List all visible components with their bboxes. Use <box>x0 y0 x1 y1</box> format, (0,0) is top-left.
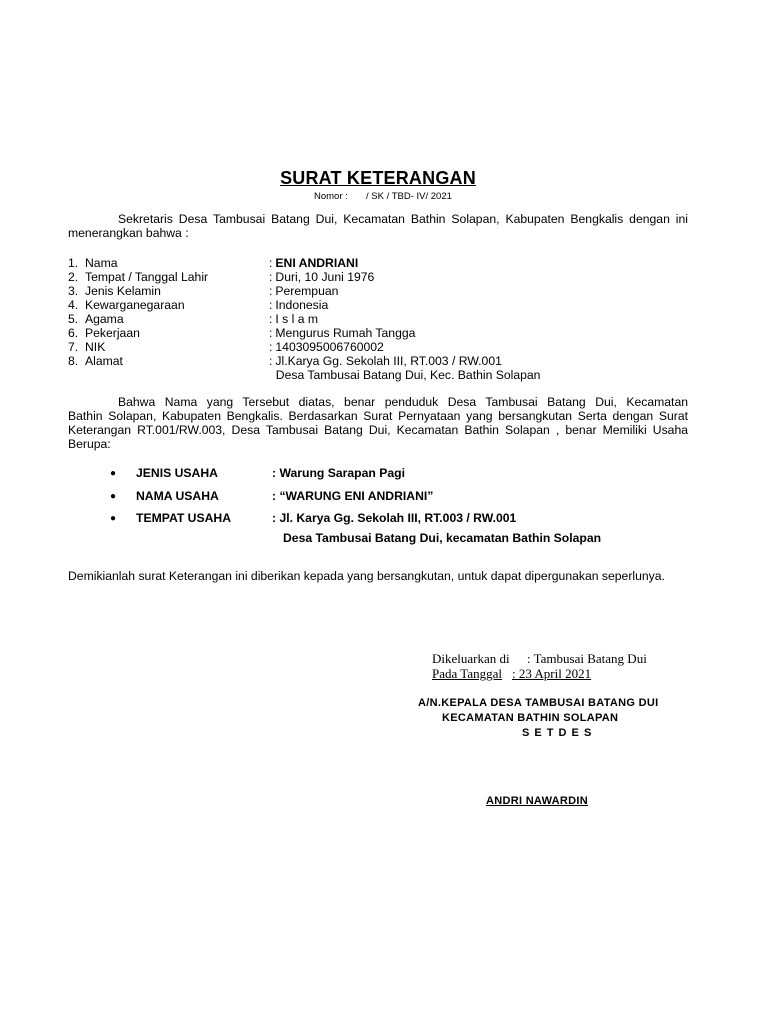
business-row <box>110 466 405 481</box>
date-line: Pada Tanggal : 23 April 2021 <box>432 666 592 681</box>
identity-row-separator: : <box>269 298 273 312</box>
body-line-4: Berupa: <box>68 437 111 451</box>
identity-row <box>68 340 384 354</box>
identity-row-label: Tempat / Tanggal Lahir <box>85 270 209 284</box>
identity-row-separator: : <box>269 312 273 326</box>
identity-row-number: 1. <box>68 256 79 270</box>
identity-row <box>68 270 374 284</box>
identity-row-separator: : <box>269 256 273 270</box>
sign-authority-line-3: S E T D E S <box>522 727 593 739</box>
sign-authority-line-1: A/N.KEPALA DESA TAMBUSAI BATANG DUI <box>418 697 659 709</box>
identity-row-number: 2. <box>68 270 79 284</box>
business-row <box>110 489 433 504</box>
business-row-label: TEMPAT USAHA <box>136 511 232 525</box>
business-row <box>110 511 516 526</box>
intro-line-2: menerangkan bahwa : <box>68 226 189 240</box>
tempat-usaha-line-2: Desa Tambusai Batang Dui, kecamatan Bathin Solapan <box>283 531 602 545</box>
identity-row-value: I s l a m <box>275 312 319 326</box>
identity-row-value: Mengurus Rumah Tangga <box>275 326 416 340</box>
identity-row <box>68 312 318 326</box>
identity-row-label: Agama <box>85 312 124 326</box>
identity-row-number: 5. <box>68 312 79 326</box>
identity-row-separator: : <box>269 340 273 354</box>
identity-row <box>68 284 338 298</box>
identity-row-number: 7. <box>68 340 79 354</box>
closing-statement: Demikianlah surat Keterangan ini diberikan kepada yang bersangkutan, untuk dapat dipergunakan seperlunya. <box>68 569 665 583</box>
identity-row-label: Jenis Kelamin <box>85 284 161 298</box>
identity-row-value: 1403095006760002 <box>275 340 384 354</box>
identity-row-separator: : <box>269 326 273 340</box>
signer-name: ANDRI NAWARDIN <box>486 795 588 807</box>
identity-row-value: ENI ANDRIANI <box>275 256 359 270</box>
identity-row-number: 4. <box>68 298 79 312</box>
identity-row-number: 8. <box>68 354 79 368</box>
identity-row <box>68 298 328 312</box>
bullet-icon: ● <box>110 491 117 502</box>
identity-row-label: Nama <box>85 256 118 270</box>
identity-row-separator: : <box>269 354 273 368</box>
intro-line-1: Sekretaris Desa Tambusai Batang Dui, Kecamatan Bathin Solapan, Kabupaten Bengkalis dengan ini <box>118 212 688 226</box>
identity-row-label: NIK <box>85 340 106 354</box>
body-line-3: Keterangan RT.001/RW.003, Desa Tambusai Batang Dui, Kecamatan Bathin Solapan , benar Memiliki Usaha <box>68 423 688 437</box>
nomor-label: Nomor : <box>314 191 348 202</box>
issued-at-label: Dikeluarkan di <box>432 651 510 666</box>
identity-row-label: Alamat <box>85 354 123 368</box>
identity-row <box>68 326 415 340</box>
body-line-1: Bahwa Nama yang Tersebut diatas, benar penduduk Desa Tambusai Batang Dui, Kecamatan <box>118 395 688 409</box>
identity-row-value: Duri, 10 Juni 1976 <box>275 270 375 284</box>
identity-row-separator: : <box>269 270 273 284</box>
identity-row-value: Indonesia <box>275 298 329 312</box>
identity-row-label: Pekerjaan <box>85 326 140 340</box>
document-title: SURAT KETERANGAN <box>280 168 476 188</box>
business-row-label: JENIS USAHA <box>136 466 218 480</box>
identity-row-number: 3. <box>68 284 79 298</box>
sign-authority-line-2: KECAMATAN BATHIN SOLAPAN <box>442 712 619 724</box>
identity-row-label: Kewarganegaraan <box>85 298 185 312</box>
identity-row-value: Perempuan <box>275 284 339 298</box>
body-line-2: Bathin Solapan, Kabupaten Bengkalis. Berdasarkan Surat Pernyataan yang bersangkutan Serta dengan Surat <box>68 409 688 423</box>
business-row-value: : Warung Sarapan Pagi <box>272 466 405 480</box>
issued-at-value: : Tambusai Batang Dui <box>527 651 647 666</box>
bullet-icon: ● <box>110 468 117 479</box>
business-row-value: : Jl. Karya Gg. Sekolah III, RT.003 / RW.001 <box>272 511 517 525</box>
identity-row <box>68 354 502 368</box>
identity-row-separator: : <box>269 284 273 298</box>
identity-row-value: Jl.Karya Gg. Sekolah III, RT.003 / RW.001 <box>275 354 502 368</box>
nomor-value: / SK / TBD- IV/ 2021 <box>366 191 452 202</box>
identity-row-number: 6. <box>68 326 79 340</box>
business-row-value: : “WARUNG ENI ANDRIANI” <box>272 489 434 503</box>
business-row-label: NAMA USAHA <box>136 489 219 503</box>
bullet-icon: ● <box>110 513 117 524</box>
alamat-line-2: Desa Tambusai Batang Dui, Kec. Bathin Solapan <box>275 368 541 382</box>
identity-row <box>68 256 358 270</box>
